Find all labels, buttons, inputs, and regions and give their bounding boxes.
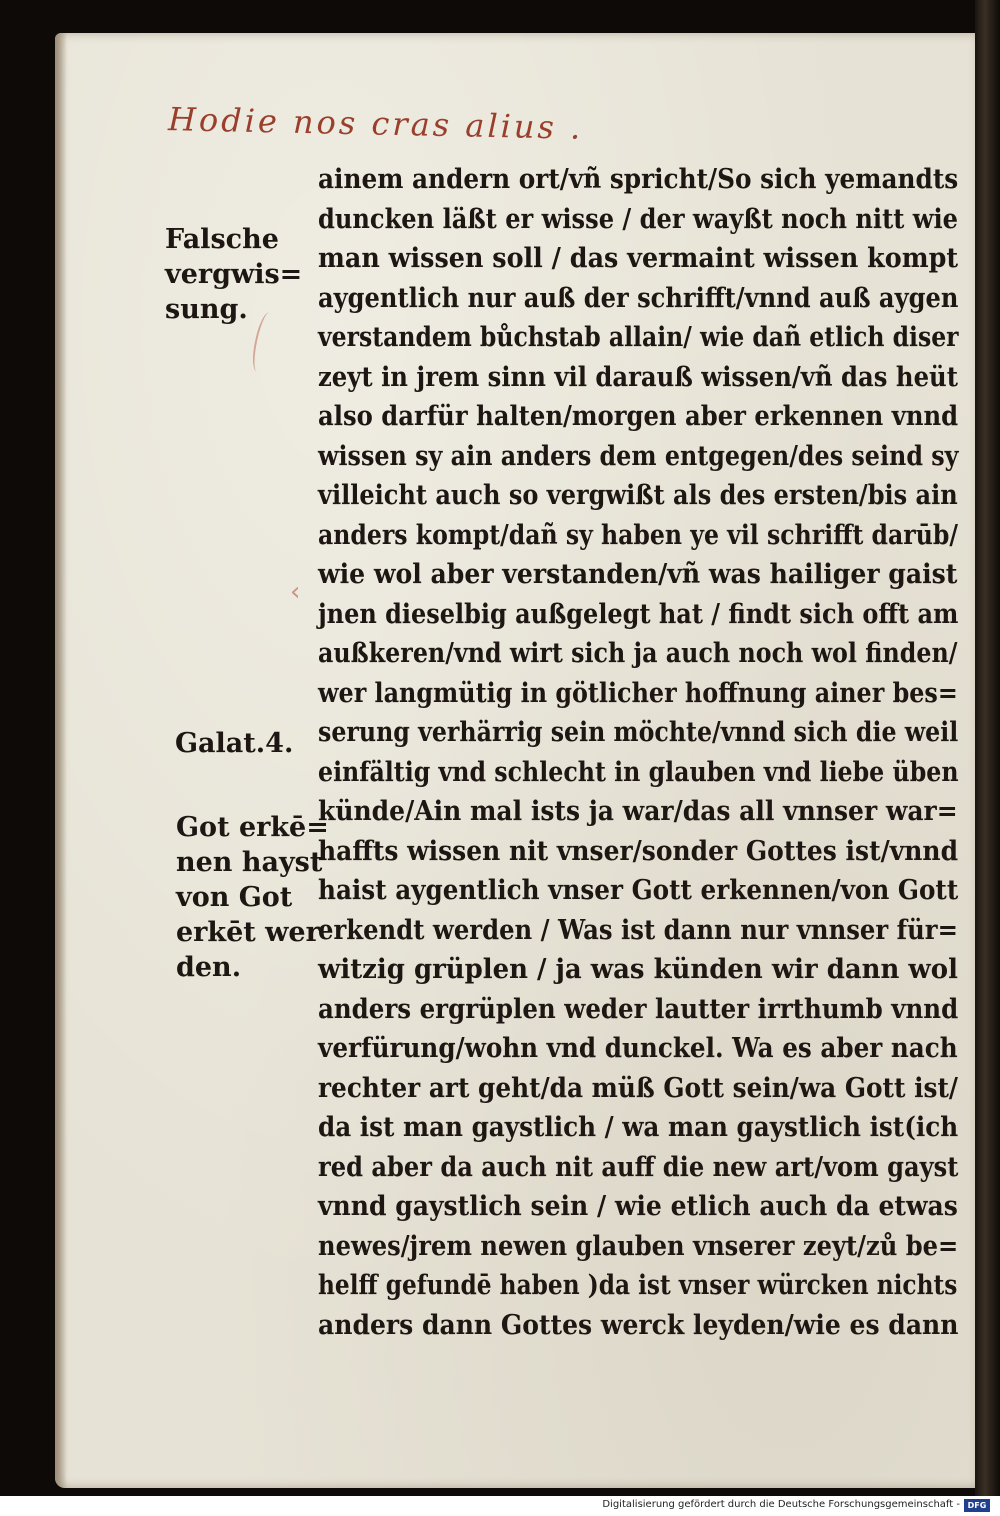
text-line: vnnd gaystlich sein / wie etlich auch da etwas bbox=[318, 1191, 958, 1222]
text-line: villeicht auch so vergwißt als des ersten/bis ain bbox=[318, 480, 958, 511]
text-line: jnen dieselbig außgelegt hat / findt sich offt am bbox=[318, 598, 959, 630]
marginal-gloss-galat bbox=[175, 726, 293, 761]
text-line: erkendt werden / Was ist dann nur vnnser für= bbox=[318, 914, 958, 946]
text-line: man wissen soll / das vermaint wissen kompt bbox=[318, 243, 959, 274]
text-line: einfältig vnd schlecht in glauben vnd liebe üben bbox=[318, 756, 959, 788]
text-line: wie wol aber verstanden/vñ was hailiger gaist bbox=[318, 559, 958, 590]
red-margin-bracket: ‹ bbox=[290, 577, 301, 607]
text-line: wer langmütig in götlicher hoffnung ainer bes= bbox=[318, 677, 958, 709]
book-spine bbox=[975, 0, 1000, 1496]
text-line: da ist man gaystlich / wa man gaystlich ist(ich bbox=[318, 1112, 959, 1143]
text-line: anders ergrüplen weder lautter irrthumb vnnd bbox=[318, 993, 959, 1025]
text-line: ainem andern ort/vñ spricht/So sich yemandts bbox=[318, 164, 959, 195]
gloss-line: nen hayst bbox=[176, 847, 323, 878]
text-line: verstandem bůchstab allain/ wie dañ etlich diser bbox=[318, 322, 959, 353]
gloss-line: von Got bbox=[176, 882, 293, 913]
marginal-gloss-got-erkennen bbox=[176, 810, 329, 985]
text-line: zeyt in jrem sinn vil darauß wissen/vñ das heüt bbox=[318, 361, 958, 393]
gloss-line: erkēt wer bbox=[176, 917, 320, 948]
funding-credit: Digitalisierung gefördert durch die Deutsche Forschungsgemeinschaft - bbox=[602, 1499, 960, 1510]
text-line: haffts wissen nit vnser/sonder Gottes ist/vnnd bbox=[318, 835, 959, 867]
text-line: verfürung/wohn vnd dunckel. Wa es aber nach bbox=[318, 1033, 958, 1064]
text-line: wissen sy ain anders dem entgegen/des seind sy bbox=[318, 440, 959, 472]
text-line: aygentlich nur auß der schrifft/vnnd auß aygen bbox=[318, 282, 959, 314]
text-line: helff gefundē haben )da ist vnser würcken nichts bbox=[318, 1270, 958, 1301]
gloss-line: sung. bbox=[165, 294, 248, 325]
gloss-line: Got erkē= bbox=[176, 812, 329, 843]
text-line: also darfür halten/morgen aber erkennen vnnd bbox=[318, 401, 959, 432]
text-line: künde/Ain mal ists ja war/das all vnnser war= bbox=[318, 796, 958, 827]
text-line: haist aygentlich vnser Gott erkennen/von Gott bbox=[318, 875, 959, 906]
text-line: duncken läßt er wisse / der wayßt noch nitt wie bbox=[318, 203, 959, 235]
text-line: rechter art geht/da müß Gott sein/wa Gott ist/ bbox=[318, 1072, 958, 1104]
gloss-line: Falsche bbox=[165, 224, 279, 255]
text-line: anders kompt/dañ sy haben ye vil schrifft darūb/ bbox=[318, 519, 958, 551]
gloss-line: vergwis= bbox=[165, 259, 303, 290]
gloss-line: Galat.4. bbox=[175, 728, 294, 759]
dfg-logo: DFG bbox=[964, 1499, 990, 1512]
text-line: witzig grüplen / ja was künden wir dann wol bbox=[318, 954, 958, 985]
text-line: anders dann Gottes werck leyden/wie es dann bbox=[318, 1309, 959, 1341]
marginal-gloss-falsche bbox=[165, 222, 302, 327]
main-text-block bbox=[318, 160, 958, 1345]
handwritten-annotation: Hodie nos cras alius . bbox=[167, 100, 584, 147]
page-edge-shadow bbox=[55, 33, 67, 1488]
footer-bar bbox=[0, 1496, 1000, 1516]
text-line: newes/jrem newen glauben vnserer zeyt/zů be= bbox=[318, 1230, 959, 1262]
gloss-line: den. bbox=[176, 952, 242, 983]
text-line: red aber da auch nit auff die new art/vom gayst bbox=[318, 1151, 959, 1183]
text-line: außkeren/vnd wirt sich ja auch noch wol finden/ bbox=[318, 638, 958, 669]
text-line: serung verhärrig sein möchte/vnnd sich die weil bbox=[318, 717, 959, 748]
